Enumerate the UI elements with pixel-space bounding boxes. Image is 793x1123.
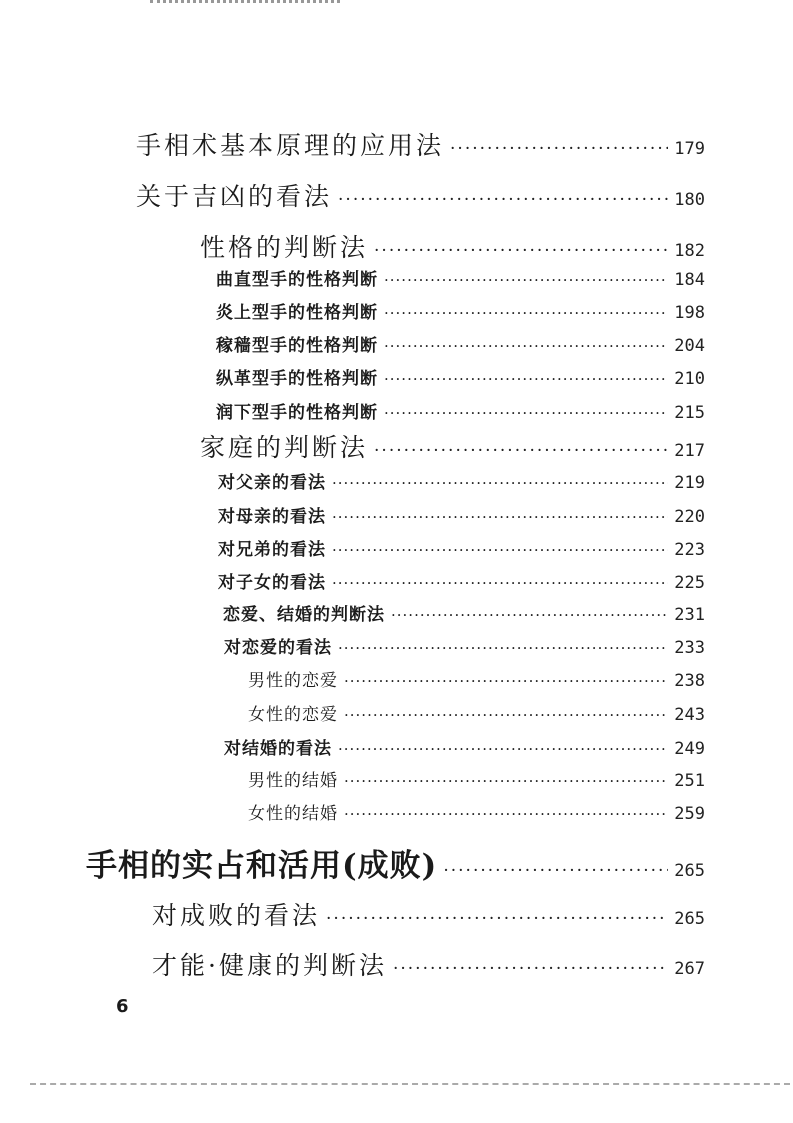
toc-entry-page: 219 (674, 473, 705, 493)
toc-entry-page: 182 (674, 241, 705, 261)
toc-entry-title: 稼穑型手的性格判断 (216, 336, 378, 356)
toc-entry-title: 炎上型手的性格判断 (216, 303, 378, 323)
toc-entry-page: 179 (674, 139, 705, 159)
toc-entry-page: 267 (674, 959, 705, 979)
toc-entry-title: 家庭的判断法 (200, 433, 369, 462)
toc-entry-title: 女性的结婚 (248, 804, 338, 824)
dot-leader (344, 706, 668, 724)
toc-entry-title: 对恋爱的看法 (224, 638, 332, 658)
toc-entry-page: 243 (674, 705, 705, 725)
dot-leader (344, 672, 668, 690)
dot-leader (338, 639, 668, 657)
toc-entry-page: 238 (674, 671, 705, 691)
toc-entry-page: 204 (674, 336, 705, 356)
toc-entry-page: 223 (674, 540, 705, 560)
toc-entry-page: 249 (674, 739, 705, 759)
dot-leader (344, 772, 668, 790)
dot-leader (384, 304, 668, 322)
toc-entry-page: 251 (674, 771, 705, 791)
toc-entry (86, 840, 705, 885)
toc-entry-title: 对兄弟的看法 (218, 540, 326, 560)
toc-entry (216, 331, 705, 356)
toc-entry-page: 220 (674, 507, 705, 527)
toc-entry-title: 纵革型手的性格判断 (216, 369, 378, 389)
toc-entry-page: 233 (674, 638, 705, 658)
toc-entry-title: 对结婚的看法 (224, 739, 332, 759)
toc-entry-title: 男性的结婚 (248, 771, 338, 791)
toc-entry-page: 225 (674, 573, 705, 593)
dot-leader (344, 805, 668, 823)
dot-leader (443, 861, 668, 881)
dot-leader (332, 508, 668, 526)
scan-artifact-bottom (30, 1083, 790, 1087)
toc-entry-title: 对成败的看法 (152, 901, 321, 930)
toc-entry-page: 231 (674, 605, 705, 625)
toc-entry-title: 女性的恋爱 (248, 705, 338, 725)
toc-entry-title: 对子女的看法 (218, 573, 326, 593)
toc-entry (218, 535, 705, 560)
dot-leader (374, 241, 668, 261)
toc-entry (136, 177, 705, 213)
dot-leader (384, 370, 668, 388)
toc-entry (216, 364, 705, 389)
dot-leader (391, 606, 668, 624)
dot-leader (326, 909, 668, 929)
toc-entry (248, 666, 705, 691)
toc-entry-page: 198 (674, 303, 705, 323)
toc-entry-title: 才能·健康的判断法 (152, 951, 387, 980)
toc-entry (218, 502, 705, 527)
toc-entry (248, 799, 705, 824)
toc-entry-page: 180 (674, 190, 705, 210)
toc-entry-title: 手相术基本原理的应用法 (136, 131, 445, 160)
dot-leader (338, 190, 668, 210)
toc-entry-title: 曲直型手的性格判断 (216, 270, 378, 290)
toc-entry-page: 215 (674, 403, 705, 423)
toc-entry (216, 298, 705, 323)
toc-entry (218, 468, 705, 493)
dot-leader (384, 404, 668, 422)
dot-leader (338, 740, 668, 758)
dot-leader (374, 441, 668, 461)
dot-leader (332, 474, 668, 492)
toc-entry-title: 对父亲的看法 (218, 473, 326, 493)
toc-entry (224, 734, 705, 759)
toc-entry-title: 恋爱、结婚的判断法 (223, 605, 385, 625)
toc-entry (152, 896, 705, 932)
toc-entry (200, 428, 705, 464)
scan-artifact-top (150, 0, 340, 9)
toc-entry (152, 946, 705, 982)
toc-entry-title: 关于吉凶的看法 (136, 182, 333, 211)
toc-entry-page: 259 (674, 804, 705, 824)
toc-entry-title: 男性的恋爱 (248, 671, 338, 691)
toc-entry-title: 对母亲的看法 (218, 507, 326, 527)
dot-leader (332, 541, 668, 559)
toc-entry (200, 228, 705, 264)
toc-entry (248, 700, 705, 725)
dot-leader (384, 271, 668, 289)
dot-leader (384, 337, 668, 355)
toc-entry-page: 217 (674, 441, 705, 461)
toc-entry-page: 265 (674, 909, 705, 929)
toc-entry-title: 手相的实占和活用(成败) (86, 848, 438, 884)
toc-entry-page: 210 (674, 369, 705, 389)
dot-leader (393, 959, 668, 979)
toc-entry (248, 766, 705, 791)
toc-entry (136, 126, 705, 162)
page-number: 6 (116, 996, 129, 1017)
toc-entry (223, 600, 705, 625)
toc-entry-page: 184 (674, 270, 705, 290)
dot-leader (332, 574, 668, 592)
toc-entry-title: 性格的判断法 (200, 233, 369, 262)
toc-entry-page: 265 (674, 861, 705, 881)
toc-entry (224, 633, 705, 658)
toc-entry (216, 398, 705, 423)
dot-leader (450, 139, 668, 159)
toc-entry (216, 265, 705, 290)
toc-entry (218, 568, 705, 593)
toc-entry-title: 润下型手的性格判断 (216, 403, 378, 423)
